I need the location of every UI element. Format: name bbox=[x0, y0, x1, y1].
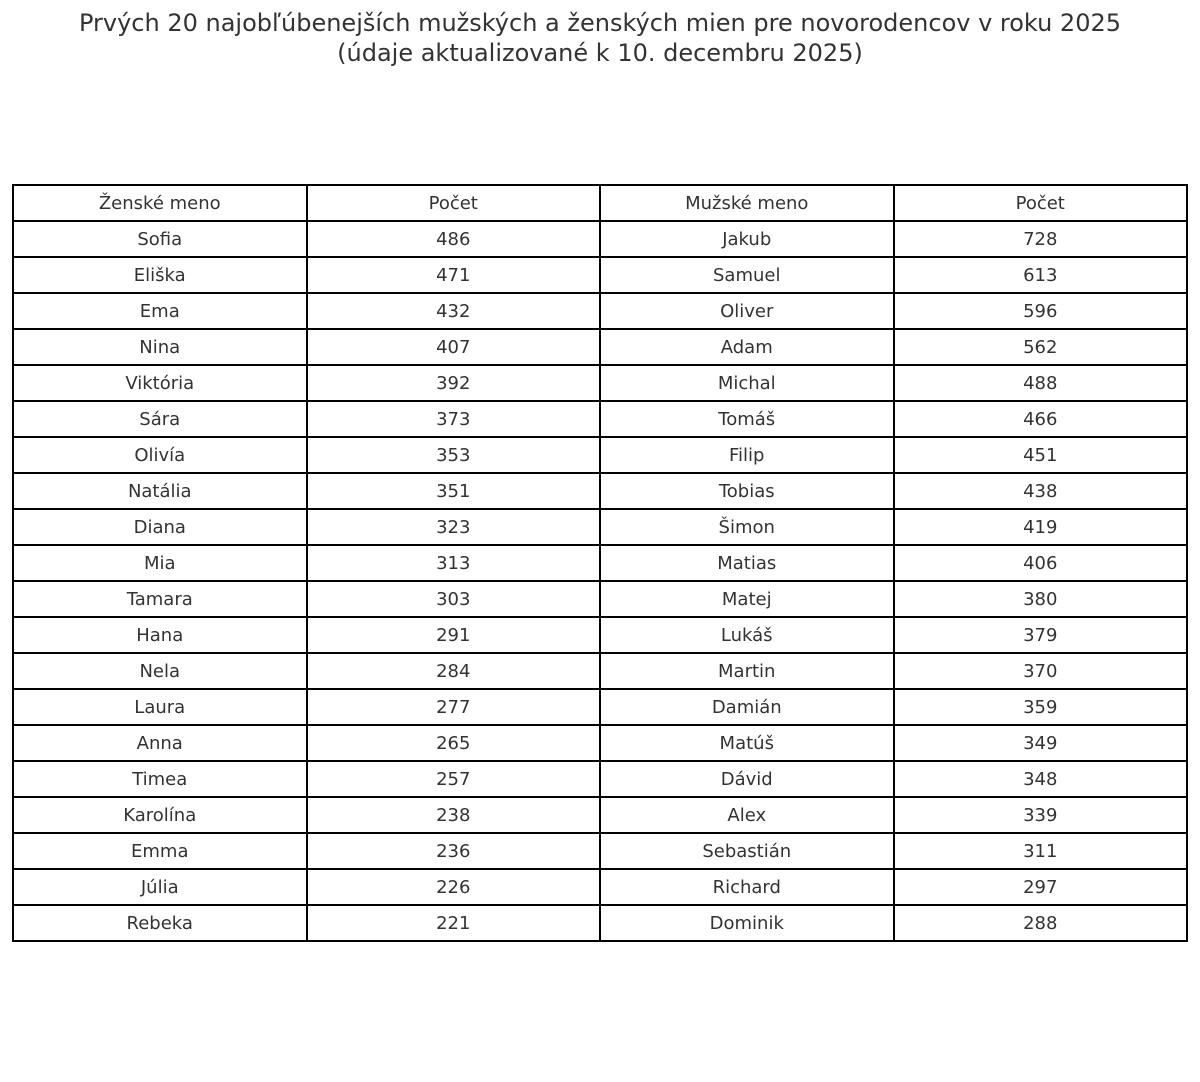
female-name-cell: Mia bbox=[13, 545, 307, 581]
female-count-cell: 323 bbox=[307, 509, 601, 545]
male-count-cell: 488 bbox=[894, 365, 1188, 401]
female-count-cell: 265 bbox=[307, 725, 601, 761]
header-female-name: Ženské meno bbox=[13, 185, 307, 221]
male-count-cell: 339 bbox=[894, 797, 1188, 833]
table-row bbox=[13, 653, 1187, 689]
female-count-cell: 291 bbox=[307, 617, 601, 653]
male-count-cell: 438 bbox=[894, 473, 1188, 509]
male-count-cell: 728 bbox=[894, 221, 1188, 257]
male-name-cell: Dominik bbox=[600, 905, 894, 941]
table-row bbox=[13, 365, 1187, 401]
female-name-cell: Nina bbox=[13, 329, 307, 365]
male-count-cell: 406 bbox=[894, 545, 1188, 581]
male-name-cell: Alex bbox=[600, 797, 894, 833]
male-count-cell: 311 bbox=[894, 833, 1188, 869]
table-row bbox=[13, 293, 1187, 329]
female-count-cell: 407 bbox=[307, 329, 601, 365]
female-count-cell: 226 bbox=[307, 869, 601, 905]
chart-subtitle: (údaje aktualizované k 10. decembru 2025) bbox=[337, 39, 863, 67]
female-count-cell: 236 bbox=[307, 833, 601, 869]
female-count-cell: 373 bbox=[307, 401, 601, 437]
table-row bbox=[13, 221, 1187, 257]
male-count-cell: 380 bbox=[894, 581, 1188, 617]
female-count-cell: 284 bbox=[307, 653, 601, 689]
female-count-cell: 303 bbox=[307, 581, 601, 617]
male-count-cell: 379 bbox=[894, 617, 1188, 653]
male-count-cell: 297 bbox=[894, 869, 1188, 905]
female-name-cell: Diana bbox=[13, 509, 307, 545]
female-name-cell: Tamara bbox=[13, 581, 307, 617]
male-name-cell: Jakub bbox=[600, 221, 894, 257]
table-row bbox=[13, 869, 1187, 905]
male-name-cell: Matias bbox=[600, 545, 894, 581]
male-count-cell: 613 bbox=[894, 257, 1188, 293]
female-name-cell: Nela bbox=[13, 653, 307, 689]
male-count-cell: 348 bbox=[894, 761, 1188, 797]
male-name-cell: Michal bbox=[600, 365, 894, 401]
table-row bbox=[13, 617, 1187, 653]
male-name-cell: Adam bbox=[600, 329, 894, 365]
female-count-cell: 432 bbox=[307, 293, 601, 329]
female-name-cell: Sára bbox=[13, 401, 307, 437]
female-count-cell: 277 bbox=[307, 689, 601, 725]
male-name-cell: Richard bbox=[600, 869, 894, 905]
male-name-cell: Martin bbox=[600, 653, 894, 689]
female-count-cell: 221 bbox=[307, 905, 601, 941]
female-count-cell: 486 bbox=[307, 221, 601, 257]
female-name-cell: Viktória bbox=[13, 365, 307, 401]
table-row bbox=[13, 437, 1187, 473]
male-name-cell: Sebastián bbox=[600, 833, 894, 869]
table-row bbox=[13, 509, 1187, 545]
male-name-cell: Oliver bbox=[600, 293, 894, 329]
names-table bbox=[12, 184, 1188, 942]
male-count-cell: 466 bbox=[894, 401, 1188, 437]
male-name-cell: Filip bbox=[600, 437, 894, 473]
table-row bbox=[13, 581, 1187, 617]
male-count-cell: 349 bbox=[894, 725, 1188, 761]
male-count-cell: 451 bbox=[894, 437, 1188, 473]
table-row bbox=[13, 761, 1187, 797]
female-name-cell: Júlia bbox=[13, 869, 307, 905]
male-count-cell: 596 bbox=[894, 293, 1188, 329]
male-count-cell: 370 bbox=[894, 653, 1188, 689]
male-name-cell: Šimon bbox=[600, 509, 894, 545]
table-row bbox=[13, 689, 1187, 725]
male-name-cell: Damián bbox=[600, 689, 894, 725]
female-name-cell: Timea bbox=[13, 761, 307, 797]
table-header-row bbox=[13, 185, 1187, 221]
female-name-cell: Hana bbox=[13, 617, 307, 653]
table-row bbox=[13, 545, 1187, 581]
table-row bbox=[13, 833, 1187, 869]
female-name-cell: Olivía bbox=[13, 437, 307, 473]
female-name-cell: Laura bbox=[13, 689, 307, 725]
female-count-cell: 238 bbox=[307, 797, 601, 833]
male-name-cell: Dávid bbox=[600, 761, 894, 797]
male-name-cell: Matúš bbox=[600, 725, 894, 761]
female-count-cell: 353 bbox=[307, 437, 601, 473]
header-female-count: Počet bbox=[307, 185, 601, 221]
female-name-cell: Anna bbox=[13, 725, 307, 761]
female-name-cell: Emma bbox=[13, 833, 307, 869]
female-name-cell: Ema bbox=[13, 293, 307, 329]
female-name-cell: Natália bbox=[13, 473, 307, 509]
female-count-cell: 392 bbox=[307, 365, 601, 401]
male-count-cell: 562 bbox=[894, 329, 1188, 365]
female-count-cell: 257 bbox=[307, 761, 601, 797]
table-row bbox=[13, 329, 1187, 365]
male-name-cell: Tomáš bbox=[600, 401, 894, 437]
female-count-cell: 313 bbox=[307, 545, 601, 581]
table-row bbox=[13, 905, 1187, 941]
female-name-cell: Rebeka bbox=[13, 905, 307, 941]
header-male-name: Mužské meno bbox=[600, 185, 894, 221]
female-count-cell: 351 bbox=[307, 473, 601, 509]
female-name-cell: Sofia bbox=[13, 221, 307, 257]
table-row bbox=[13, 401, 1187, 437]
male-name-cell: Lukáš bbox=[600, 617, 894, 653]
chart-title-main: Prvých 20 najobľúbenejších mužských a ženských mien pre novorodencov v roku 2025 bbox=[78, 9, 1122, 37]
table-row bbox=[13, 257, 1187, 293]
table-row bbox=[13, 725, 1187, 761]
table-row bbox=[13, 797, 1187, 833]
table-body bbox=[13, 221, 1187, 941]
male-name-cell: Tobias bbox=[600, 473, 894, 509]
chart-title bbox=[0, 8, 1200, 68]
female-name-cell: Eliška bbox=[13, 257, 307, 293]
female-name-cell: Karolína bbox=[13, 797, 307, 833]
male-count-cell: 359 bbox=[894, 689, 1188, 725]
table-row bbox=[13, 473, 1187, 509]
male-count-cell: 419 bbox=[894, 509, 1188, 545]
female-count-cell: 471 bbox=[307, 257, 601, 293]
male-name-cell: Samuel bbox=[600, 257, 894, 293]
male-name-cell: Matej bbox=[600, 581, 894, 617]
header-male-count: Počet bbox=[894, 185, 1188, 221]
male-count-cell: 288 bbox=[894, 905, 1188, 941]
